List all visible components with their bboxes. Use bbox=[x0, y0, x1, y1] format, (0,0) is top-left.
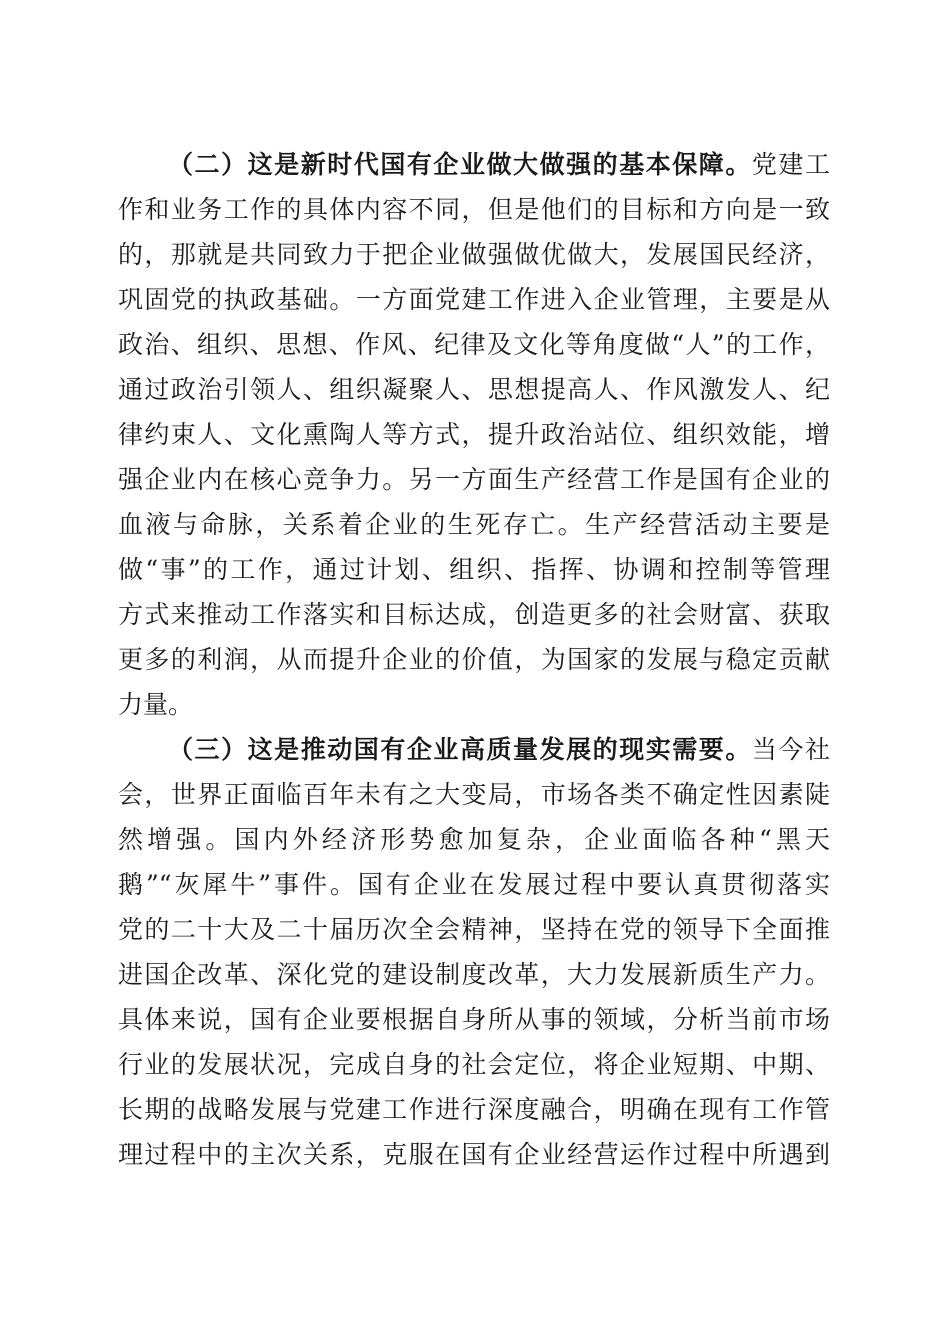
paragraph-line: 然增强。国内外经济形势愈加复杂，企业面临各种“黑天 bbox=[118, 825, 830, 854]
paragraph-line: 血液与命脉，关系着企业的生死存亡。生产经营活动主要是 bbox=[118, 510, 830, 539]
paragraph-line: 通过政治引领人、组织凝聚人、思想提高人、作风激发人、纪 bbox=[118, 375, 830, 404]
section-3-heading: （三）这是推动国有企业高质量发展的现实需要。 bbox=[168, 735, 752, 764]
paragraph-line: 的，那就是共同致力于把企业做强做优做大，发展国民经济， bbox=[118, 240, 830, 269]
section-3-text: 当今社 bbox=[751, 735, 830, 764]
paragraph-line: 力量。 bbox=[118, 690, 194, 719]
paragraph-line: 党的二十大及二十届历次全会精神，坚持在党的领导下全面推 bbox=[118, 915, 830, 944]
paragraph-section-2-line bbox=[118, 142, 830, 187]
paragraph-line: 进国企改革、深化党的建设制度改革，大力发展新质生产力。 bbox=[118, 960, 830, 989]
paragraph-line: 行业的发展状况，完成自身的社会定位，将企业短期、中期、 bbox=[118, 1050, 830, 1079]
paragraph-line: 长期的战略发展与党建工作进行深度融合，明确在现有工作管 bbox=[118, 1095, 830, 1124]
paragraph-line: 更多的利润，从而提升企业的价值，为国家的发展与稳定贡献 bbox=[118, 645, 830, 674]
paragraph-line: 巩固党的执政基础。一方面党建工作进入企业管理，主要是从 bbox=[118, 285, 830, 314]
paragraph-section-3-line bbox=[118, 727, 830, 772]
paragraph-line: 作和业务工作的具体内容不同，但是他们的目标和方向是一致 bbox=[118, 195, 830, 224]
paragraph-line: 具体来说，国有企业要根据自身所从事的领域，分析当前市场 bbox=[118, 1005, 830, 1034]
paragraph-line: 律约束人、文化熏陶人等方式，提升政治站位、组织效能，增 bbox=[118, 420, 830, 449]
paragraph-line: 政治、组织、思想、作风、纪律及文化等角度做“人”的工作， bbox=[118, 330, 830, 359]
paragraph-line: 鹅”“灰犀牛”事件。国有企业在发展过程中要认真贯彻落实 bbox=[118, 870, 830, 899]
section-2-text: 党建工 bbox=[751, 150, 830, 179]
paragraph-line: 做“事”的工作，通过计划、组织、指挥、协调和控制等管理 bbox=[118, 555, 830, 584]
section-2-heading: （二）这是新时代国有企业做大做强的基本保障。 bbox=[168, 150, 752, 179]
paragraph-line: 强企业内在核心竞争力。另一方面生产经营工作是国有企业的 bbox=[118, 465, 830, 494]
paragraph-line: 方式来推动工作落实和目标达成，创造更多的社会财富、获取 bbox=[118, 600, 830, 629]
paragraph-line: 会，世界正面临百年未有之大变局，市场各类不确定性因素陡 bbox=[118, 780, 830, 809]
paragraph-line: 理过程中的主次关系，克服在国有企业经营运作过程中所遇到 bbox=[118, 1140, 830, 1169]
document-body bbox=[118, 142, 830, 1177]
